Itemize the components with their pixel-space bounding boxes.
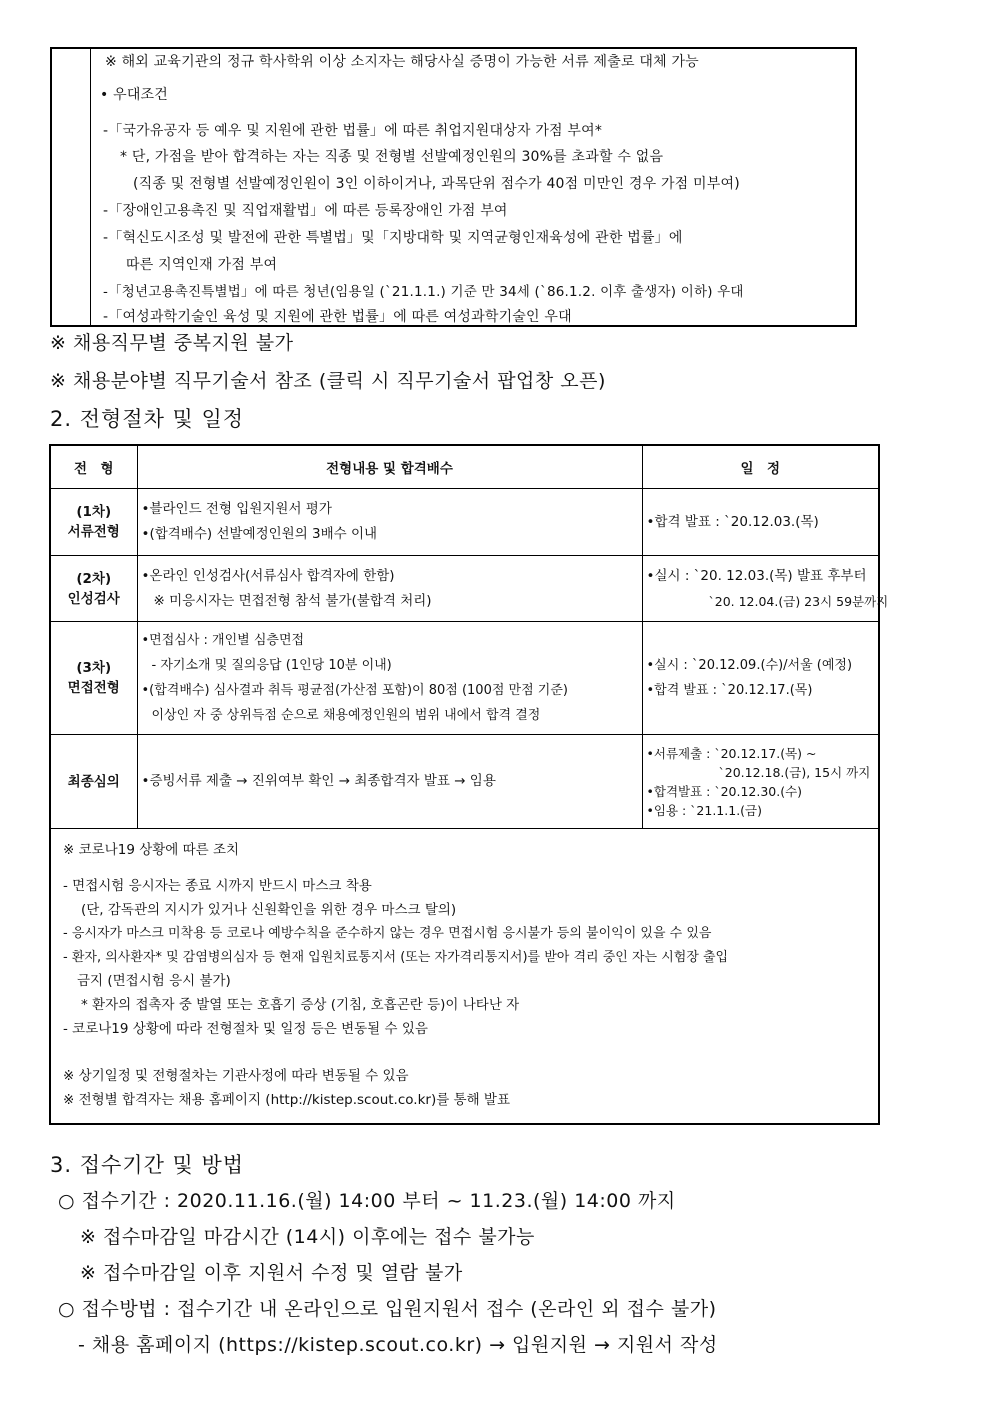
section-2-title: 2. 전형절차 및 일정: [50, 407, 245, 431]
schedule-line: `20.12.18.(금), 15시 까지: [718, 764, 871, 780]
stage-name: 최종심의: [67, 773, 120, 790]
receipt-period-note: ※ 접수마감일 마감시간 (14시) 이후에는 접수 불가능: [80, 1226, 535, 1248]
schedule-cell: [642, 556, 889, 622]
schedule-line: •실시 : `20.12.09.(수)/서울 (예정): [646, 658, 853, 673]
content-line: •(합격배수) 선발예정인원의 3배수 이내: [141, 526, 378, 542]
box-divider: [90, 49, 91, 325]
preference-item: -「장애인고용촉진 및 직업재활법」에 따른 등록장애인 가점 부여: [103, 203, 508, 219]
receipt-period: ○ 접수기간 : 2020.11.16.(월) 14:00 부터 ~ 11.23.(월) 14:00 까지: [58, 1190, 676, 1212]
stage-cell: [50, 489, 137, 556]
stage-name: 면접전형: [67, 680, 120, 696]
schedule-line: •합격 발표 : `20.12.03.(목): [646, 513, 819, 530]
covid-note-item: * 환자의 접촉자 중 발열 또는 호흡기 증상 (기침, 호흡곤란 등)이 나타난 자: [81, 996, 520, 1013]
stage-cell: [50, 622, 137, 735]
covid-note-item: 금지 (면접시험 응시 불가): [77, 972, 231, 989]
spacer: [63, 1041, 866, 1065]
section-3-title: 3. 접수기간 및 방법: [50, 1153, 245, 1177]
notes-cell: [50, 829, 879, 1124]
schedule-change-note: ※ 상기일정 및 전형절차는 기관사정에 따라 변동될 수 있음: [63, 1068, 409, 1085]
schedule-line: •합격발표 : `20.12.30.(수): [646, 783, 803, 799]
spacer: [63, 863, 866, 875]
job-description-note: ※ 채용분야별 직무기술서 참조 (클릭 시 직무기술서 팝업창 오픈): [50, 370, 606, 392]
header-stage: 전 형: [50, 445, 137, 489]
schedule-cell: [642, 735, 879, 829]
stage-name: 인성검사: [67, 590, 120, 607]
result-announcement-note: ※ 전형별 합격자는 채용 홈페이지 (http://kistep.scout.co.kr)를 통해 발표: [63, 1092, 510, 1109]
header-content: 전형내용 및 합격배수: [137, 445, 642, 489]
content-cell: [137, 489, 642, 556]
overseas-degree-note: ※ 해외 교육기관의 정규 학사학위 이상 소지자는 해당사실 증명이 가능한 서류 제출로 대체 가능: [105, 54, 699, 70]
preference-item: (직종 및 전형별 선발예정인원이 3인 이하이거나, 과목단위 점수가 40점 미만인 경우 가점 미부여): [133, 176, 740, 192]
schedule-line: •합격 발표 : `20.12.17.(목): [646, 683, 813, 698]
content-line: •(합격배수) 심사결과 취득 평균점(가산점 포함)이 80점 (100점 만점 기준): [141, 683, 568, 698]
content-line: 이상인 자 중 상위득점 순으로 채용예정인원의 범위 내에서 합격 결정: [151, 708, 541, 723]
stage-number: (3차): [76, 660, 112, 676]
schedule-line: •실시 : `20. 12.03.(목) 발표 후부터: [646, 567, 867, 584]
table-row: [50, 622, 879, 735]
preference-item: -「혁신도시조성 및 발전에 관한 특별법」및「지방대학 및 지역균형인재육성에 관한 법률」에: [103, 230, 683, 246]
content-line: - 자기소개 및 질의응답 (1인당 10분 이내): [151, 658, 392, 673]
covid-note-item: - 코로나19 상황에 따라 전형절차 및 일정 등은 변동될 수 있음: [63, 1020, 428, 1037]
content-line: •온라인 인성검사(서류심사 합격자에 한함): [141, 567, 395, 584]
preference-item: -「국가유공자 등 예우 및 지원에 관한 법률」에 따른 취업지원대상자 가점 부여*: [103, 123, 603, 139]
header-schedule: 일 정: [642, 445, 879, 489]
table-row: [50, 489, 879, 556]
stage-name: 서류전형: [67, 524, 120, 540]
covid-note-item: - 면접시험 응시자는 종료 시까지 반드시 마스크 착용: [63, 877, 372, 894]
content-line: •블라인드 전형 입원지원서 평가: [141, 501, 332, 517]
preference-item: 따른 지역인재 가점 부여: [126, 257, 278, 273]
covid-note-item: (단, 감독관의 지시가 있거나 신원확인을 위한 경우 마스크 탈의): [81, 901, 457, 918]
covid-note-title: ※ 코로나19 상황에 따른 조치: [63, 842, 240, 858]
stage-number: (1차): [76, 504, 112, 520]
table-header-row: [50, 445, 879, 489]
preference-heading: • 우대조건: [100, 87, 169, 103]
stage-cell: [50, 735, 137, 829]
schedule-cell: [642, 622, 879, 735]
covid-note-item: - 응시자가 마스크 미착용 등 코로나 예방수칙을 준수하지 않는 경우 면접시험 응시불가 등의 불이익이 있을 수 있음: [63, 926, 712, 942]
schedule-line: •서류제출 : `20.12.17.(목) ~: [646, 745, 817, 761]
schedule-cell: [642, 489, 879, 556]
stage-cell: [50, 556, 137, 622]
content-line: •증빙서류 제출 → 진위여부 확인 → 최종합격자 발표 → 임용: [141, 773, 496, 789]
duplicate-note: ※ 채용직무별 중복지원 불가: [50, 332, 294, 354]
preference-item: * 단, 가점을 받아 합격하는 자는 직종 및 전형별 선발예정인원의 30%를 초과할 수 없음: [120, 149, 664, 165]
process-table: [49, 444, 889, 1125]
schedule-line: •임용 : `21.1.1.(금): [646, 802, 762, 818]
schedule-line: `20. 12.04.(금) 23시 59분까지: [708, 593, 889, 609]
content-line: •면접심사 : 개인별 심층면접: [141, 633, 305, 648]
content-cell: [137, 735, 642, 829]
content-line: ※ 미응시자는 면접전형 참석 불가(불합격 처리): [153, 592, 432, 609]
covid-note-item: - 환자, 의사환자* 및 감염병의심자 등 현재 입원치료통지서 (또는 자가격리통지서)를 받아 격리 중인 자는 시험장 출입: [63, 950, 729, 966]
receipt-method: ○ 접수방법 : 접수기간 내 온라인으로 입원지원서 접수 (온라인 외 접수 불가): [58, 1298, 717, 1320]
content-cell: [137, 556, 642, 622]
preference-item: -「청년고용촉진특별법」에 따른 청년(임용일 (`21.1.1.) 기준 만 34세 (`86.1.2. 이후 출생자) 이하) 우대: [103, 284, 744, 300]
receipt-period-note: ※ 접수마감일 이후 지원서 수정 및 열람 불가: [80, 1262, 463, 1284]
table-row: [50, 556, 879, 622]
receipt-method-detail: - 채용 홈페이지 (https://kistep.scout.co.kr) → 입원지원 → 지원서 작성: [78, 1334, 718, 1356]
stage-number: (2차): [76, 570, 112, 587]
preference-item: -「여성과학기술인 육성 및 지원에 관한 법률」에 따른 여성과학기술인 우대: [103, 309, 572, 325]
content-cell: [137, 622, 642, 735]
notes-row: [50, 829, 879, 1124]
table-row: [50, 735, 879, 829]
